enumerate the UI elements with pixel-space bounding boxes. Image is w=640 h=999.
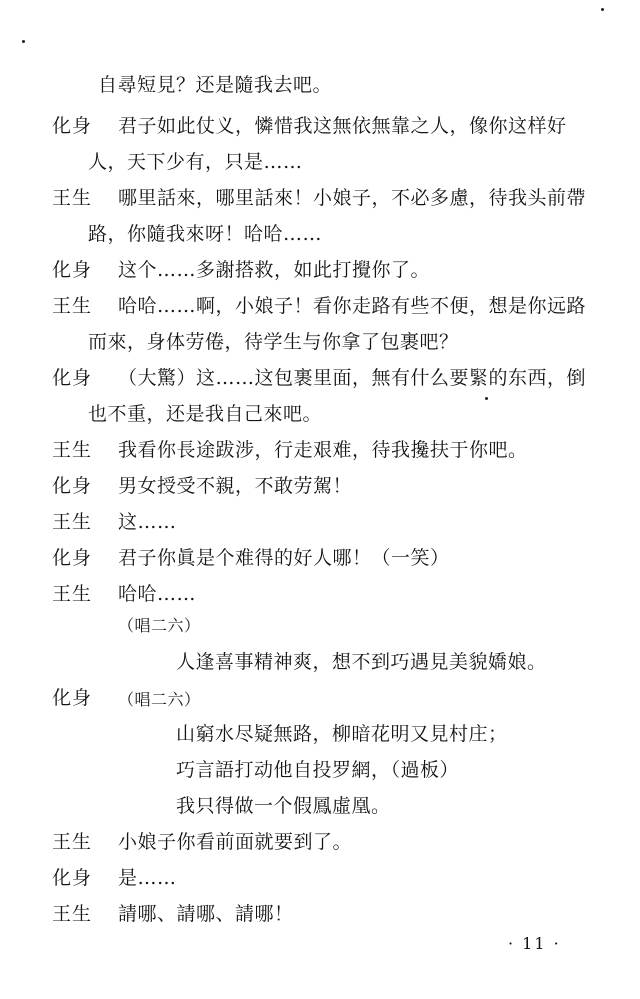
speaker-label: 王生 — [52, 511, 93, 533]
dialogue-line: （大驚）这……这包裹里面，無有什么要緊的东西，倒 — [118, 367, 587, 389]
continuation-line: 自尋短見？还是隨我去吧。 — [98, 74, 333, 96]
continuation-line: 人，天下少有，只是…… — [88, 151, 303, 173]
song-line: 巧言語打动他自投罗網，（過板） — [176, 759, 460, 781]
speaker-label: 化身 — [52, 115, 93, 137]
stage-direction: （唱二六） — [118, 690, 201, 709]
dialogue-line: 这…… — [118, 511, 177, 533]
scan-speck — [485, 397, 488, 400]
speaker-label: 化身 — [52, 367, 93, 389]
speaker-label: 化身 — [52, 259, 93, 281]
dialogue-line: 哈哈……啊，小娘子！看你走路有些不便，想是你远路 — [118, 295, 587, 317]
speaker-label: 王生 — [52, 831, 93, 853]
dialogue-line: 男女授受不親，不敢劳駕！ — [118, 475, 353, 497]
dialogue-line: 請哪、請哪、請哪！ — [118, 903, 294, 925]
continuation-line: 而來，身体劳倦，待学生与你拿了包裹吧？ — [88, 331, 459, 353]
continuation-line: 路，你隨我來呀！哈哈…… — [88, 223, 323, 245]
song-line: 山窮水尽疑無路，柳暗花明又見村庄； — [176, 723, 508, 745]
speaker-label: 王生 — [52, 187, 93, 209]
dialogue-line: 这个……多謝搭救，如此打攪你了。 — [118, 259, 431, 281]
speaker-label: 化身 — [52, 475, 93, 497]
speaker-label: 王生 — [52, 903, 93, 925]
dialogue-line: 是…… — [118, 867, 177, 889]
stage-direction: （唱二六） — [118, 616, 201, 635]
continuation-line: 也不重，还是我自己來吧。 — [88, 403, 323, 425]
speaker-label: 王生 — [52, 583, 93, 605]
speaker-label: 化身 — [52, 867, 93, 889]
speaker-label: 化身 — [52, 547, 93, 569]
page-number: · 11 · — [508, 934, 561, 953]
dialogue-line: 君子如此仗义，憐惜我这無依無靠之人，像你这样好 — [118, 115, 567, 137]
scan-speck — [601, 8, 604, 11]
dialogue-line: 哈哈…… — [118, 583, 197, 605]
speaker-label: 王生 — [52, 295, 93, 317]
speaker-label: 化身 — [52, 687, 93, 709]
song-line: 人逢喜事精神爽，想不到巧遇見美貌嬌娘。 — [176, 651, 547, 673]
dialogue-line: 君子你眞是个难得的好人哪！（一笑） — [118, 547, 450, 569]
dialogue-line: 哪里話來，哪里話來！小娘子，不必多慮，待我头前帶 — [118, 187, 587, 209]
speaker-label: 王生 — [52, 439, 93, 461]
song-line: 我只得做一个假鳳虛凰。 — [176, 795, 391, 817]
scan-speck — [22, 40, 25, 43]
dialogue-line: 小娘子你看前面就要到了。 — [118, 831, 353, 853]
dialogue-line: 我看你長途跋涉，行走艰难，待我攙扶于你吧。 — [118, 439, 528, 461]
